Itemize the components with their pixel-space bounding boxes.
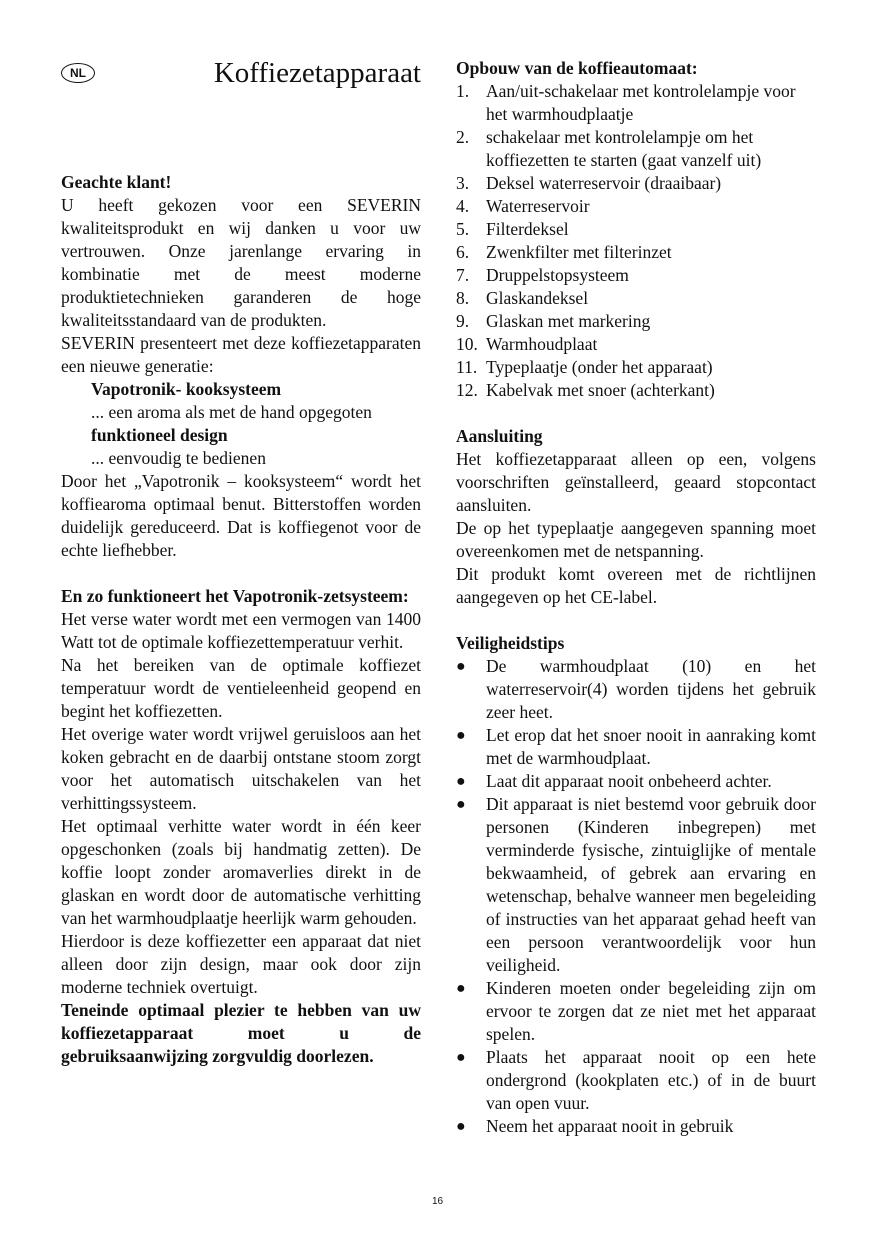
parts-item-number: 11.: [456, 357, 478, 377]
safety-tip-text: De warmhoudplaat (10) en het waterreservoir(4) worden tijdens het gebruik zeer heet.: [486, 656, 816, 722]
parts-item-number: 10.: [456, 334, 478, 354]
safety-tip: [456, 655, 816, 724]
safety-tip: [456, 770, 816, 793]
function-paragraph-5: Hierdoor is deze koffiezetter een apparaat dat niet alleen door zijn design, maar ook door zijn moderne techniek overtuigt.: [61, 931, 421, 997]
safety-heading: Veiligheidstips: [456, 633, 565, 653]
feature-text-design: ... eenvoudig te bedienen: [91, 448, 266, 468]
bullet-icon: ●: [456, 980, 466, 997]
safety-tip-text: Dit apparaat is niet bestemd voor gebruik door personen (Kinderen inbegrepen) met verminderde fysische, zintuiglijke of mentale bekwaamheid, of gebrek aan ervaring en wetenschap, behalve wanneer men begeleiding of instructies van het apparaat gehad heeft van een persoon verantwoordelijk voor hun veiligheid.: [486, 794, 816, 975]
parts-item-label: Zwenkfilter met filterinzet: [486, 242, 672, 262]
safety-tip: [456, 793, 816, 977]
safety-tip-text: Let erop dat het snoer nooit in aanraking komt met de warmhoudplaat.: [486, 725, 816, 768]
safety-tip-text: Laat dit apparaat nooit onbeheerd achter.: [486, 771, 772, 791]
bullet-icon: ●: [456, 658, 466, 675]
intro-paragraph: U heeft gekozen voor een SEVERIN kwaliteitsprodukt en wij danken u voor uw vertrouwen. Onze jarenlange ervaring in kombinatie met de meest moderne produktietechnieken garanderen de hoge kwaliteitsstandaard van de produkten.: [61, 195, 421, 330]
parts-item-number: 6.: [456, 242, 470, 262]
parts-item-label: Warmhoudplaat: [486, 334, 598, 354]
parts-item-label: Glaskan met markering: [486, 311, 651, 331]
parts-list: [456, 80, 816, 402]
function-paragraph-1: Het verse water wordt met een vermogen van 1400 Watt tot de optimale koffiezettemperatuur verhit.: [61, 609, 421, 652]
bullet-icon: ●: [456, 1118, 466, 1135]
bullet-icon: ●: [456, 773, 466, 790]
parts-item-number: 9.: [456, 311, 470, 331]
parts-item-number: 5.: [456, 219, 470, 239]
safety-tip: [456, 977, 816, 1046]
safety-tip: [456, 1115, 816, 1138]
safety-list: [456, 655, 816, 1138]
parts-list-item: [456, 126, 816, 172]
function-paragraph-4: Het optimaal verhitte water wordt in één keer opgeschonken (zoals bij handmatig zetten). De koffie loopt zonder aromaverlies direkt in de glaskan en wordt door de automatische verhitting van het warmhoudplaatje heerlijk warm gehouden.: [61, 816, 421, 928]
function-heading: En zo funktioneert het Vapotronik-zetsysteem:: [61, 586, 409, 606]
parts-item-label: Deksel waterreservoir (draaibaar): [486, 173, 722, 193]
function-paragraph-3: Het overige water wordt vrijwel geruisloos aan het koken gebracht en de daarbij ontstane stoom zorgt voor het automatisch uitschakelen van het verhittingssysteem.: [61, 724, 421, 813]
safety-tip-text: Neem het apparaat nooit in gebruik: [486, 1116, 734, 1136]
parts-list-item: [456, 241, 816, 264]
closing-note: Teneinde optimaal plezier te hebben van uw koffiezetapparaat moet u de gebruiksaanwijzing zorgvuldig doorlezen.: [61, 1000, 421, 1066]
connect-paragraph-1: Het koffiezetapparaat alleen op een, volgens voorschriften geïnstalleerd, geaard stopcontact aansluiten.: [456, 449, 816, 515]
parts-item-number: 2.: [456, 127, 470, 147]
left-column: [61, 171, 421, 1068]
parts-list-item: [456, 264, 816, 287]
parts-item-label: Druppelstopsysteem: [486, 265, 629, 285]
greeting-heading: Geachte klant!: [61, 172, 172, 192]
language-badge: NL: [61, 63, 95, 83]
right-column: [456, 57, 816, 1138]
parts-list-item: [456, 310, 816, 333]
parts-list-item: [456, 218, 816, 241]
parts-list-item: [456, 379, 816, 402]
bullet-icon: ●: [456, 1049, 466, 1066]
parts-item-number: 1.: [456, 81, 470, 101]
parts-item-label: Typeplaatje (onder het apparaat): [486, 357, 713, 377]
parts-item-label: Aan/uit-schakelaar met kontrolelampje voor het warmhoudplaatje: [486, 81, 796, 124]
connect-paragraph-3: Dit produkt komt overeen met de richtlijnen aangegeven op het CE-label.: [456, 564, 816, 607]
safety-tip-text: Plaats het apparaat nooit op een hete ondergrond (kookplaten etc.) of in de buurt van open vuur.: [486, 1047, 816, 1113]
feature-title-design: funktioneel design: [91, 425, 228, 445]
page-title: Koffiezetapparaat: [213, 57, 421, 89]
vapotronik-paragraph: Door het „Vapotronik – kooksysteem“ wordt het koffiearoma optimaal benut. Bitterstoffen worden duidelijk gereduceerd. Dat is koffiegenot voor de echte liefhebber.: [61, 471, 421, 560]
parts-list-item: [456, 80, 816, 126]
bullet-icon: ●: [456, 727, 466, 744]
parts-item-label: Filterdeksel: [486, 219, 569, 239]
parts-item-label: schakelaar met kontrolelampje om het koffiezetten te starten (gaat vanzelf uit): [486, 127, 762, 170]
connect-heading: Aansluiting: [456, 426, 543, 446]
safety-tip-text: Kinderen moeten onder begeleiding zijn om ervoor te zorgen dat ze niet met het apparaat spelen.: [486, 978, 816, 1044]
bullet-icon: ●: [456, 796, 466, 813]
parts-list-item: [456, 172, 816, 195]
parts-item-number: 8.: [456, 288, 470, 308]
connect-paragraph-2: De op het typeplaatje aangegeven spanning moet overeenkomen met de netspanning.: [456, 518, 816, 561]
parts-item-number: 12.: [456, 380, 478, 400]
parts-list-item: [456, 195, 816, 218]
parts-list-item: [456, 333, 816, 356]
feature-text-vapotronik: ... een aroma als met de hand opgegoten: [91, 402, 372, 422]
parts-item-label: Glaskandeksel: [486, 288, 589, 308]
feature-title-vapotronik: Vapotronik- kooksysteem: [91, 379, 282, 399]
parts-list-item: [456, 287, 816, 310]
safety-tip: [456, 1046, 816, 1115]
parts-item-label: Kabelvak met snoer (achterkant): [486, 380, 715, 400]
parts-list-item: [456, 356, 816, 379]
parts-item-label: Waterreservoir: [486, 196, 590, 216]
intro-paragraph-2: SEVERIN presenteert met deze koffiezetapparaten een nieuwe generatie:: [61, 333, 421, 376]
parts-item-number: 3.: [456, 173, 470, 193]
parts-item-number: 4.: [456, 196, 470, 216]
parts-item-number: 7.: [456, 265, 470, 285]
page-number: 16: [431, 1196, 444, 1207]
function-paragraph-2: Na het bereiken van de optimale koffiezet temperatuur wordt de ventieleenheid geopend en begint het koffiezetten.: [61, 655, 421, 721]
safety-tip: [456, 724, 816, 770]
parts-heading: Opbouw van de koffieautomaat:: [456, 58, 698, 78]
